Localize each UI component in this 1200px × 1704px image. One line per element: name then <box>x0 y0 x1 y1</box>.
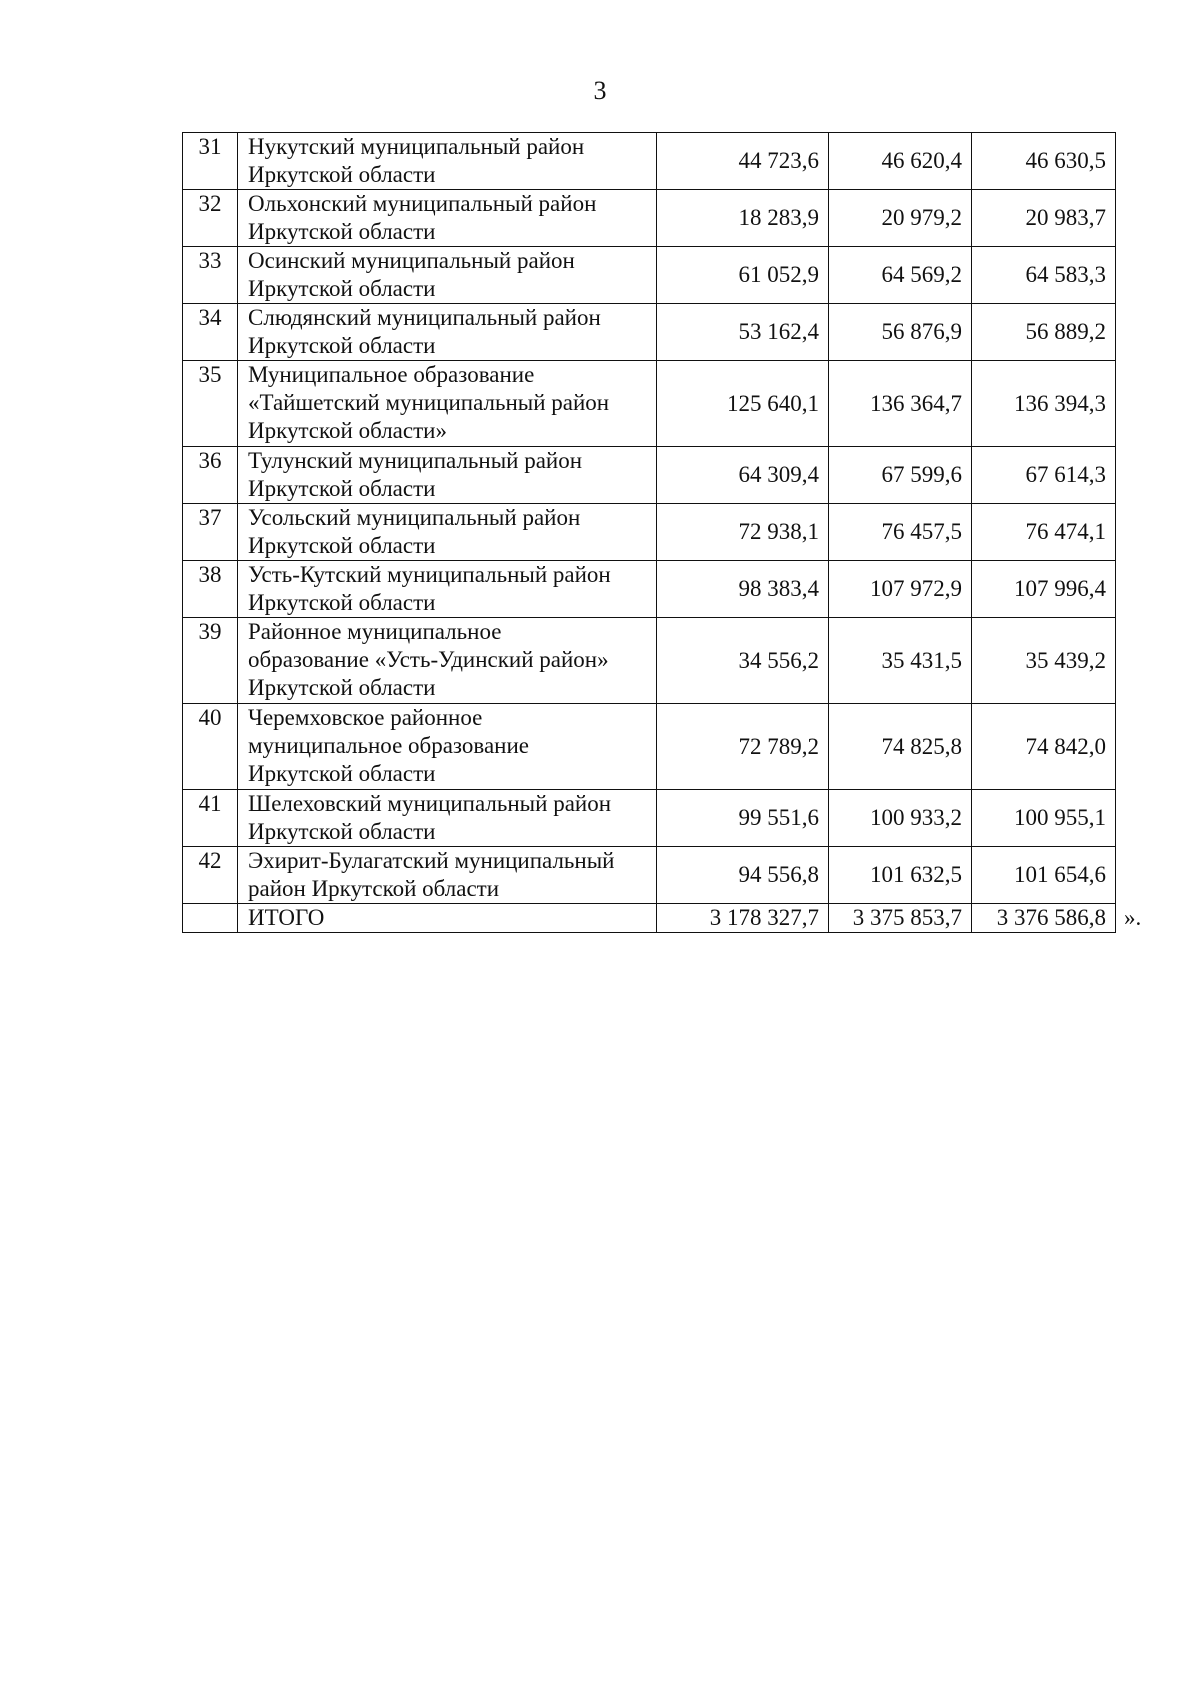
municipality-name-line: Нукутский муниципальный район <box>248 134 585 159</box>
municipality-name-line: Иркутской области <box>248 819 436 844</box>
municipality-name <box>238 504 657 561</box>
municipality-name-line: Шелеховский муниципальный район <box>248 791 612 816</box>
municipality-name-line: Иркутской области <box>248 162 436 187</box>
municipality-name <box>238 790 657 847</box>
value-3: 46 630,5 <box>972 133 1116 190</box>
municipality-name-line: Черемховское районное <box>248 705 483 730</box>
municipality-name <box>238 561 657 618</box>
row-number: 32 <box>183 190 238 247</box>
municipality-name <box>238 618 657 704</box>
value-1: 53 162,4 <box>657 304 829 361</box>
value-2: 107 972,9 <box>829 561 972 618</box>
municipality-name <box>238 361 657 447</box>
table-row <box>183 618 1116 704</box>
value-3: 100 955,1 <box>972 790 1116 847</box>
municipality-name-line: Иркутской области <box>248 590 436 615</box>
value-1: 72 938,1 <box>657 504 829 561</box>
table-row <box>183 504 1116 561</box>
municipality-name <box>238 704 657 790</box>
municipality-name-line: муниципальное образование <box>248 733 529 758</box>
municipality-name-line: Иркутской области <box>248 476 436 501</box>
municipality-name-line: Иркутской области <box>248 761 436 786</box>
value-1: 61 052,9 <box>657 247 829 304</box>
table-row <box>183 247 1116 304</box>
row-number: 33 <box>183 247 238 304</box>
municipality-name <box>238 190 657 247</box>
row-number: 40 <box>183 704 238 790</box>
page-number: 3 <box>593 76 607 105</box>
municipality-name-line: Иркутской области <box>248 675 436 700</box>
value-2: 100 933,2 <box>829 790 972 847</box>
table-body <box>183 133 1116 933</box>
total-num-cell <box>183 904 238 933</box>
municipality-name-line: «Тайшетский муниципальный район <box>248 390 610 415</box>
total-value-2: 3 375 853,7 <box>829 904 972 933</box>
value-1: 72 789,2 <box>657 704 829 790</box>
value-2: 20 979,2 <box>829 190 972 247</box>
table-row <box>183 447 1116 504</box>
municipality-name-line: Районное муниципальное <box>248 619 502 644</box>
table-row <box>183 704 1116 790</box>
value-3: 35 439,2 <box>972 618 1116 704</box>
value-1: 99 551,6 <box>657 790 829 847</box>
total-value-1: 3 178 327,7 <box>657 904 829 933</box>
row-number: 31 <box>183 133 238 190</box>
value-2: 74 825,8 <box>829 704 972 790</box>
value-2: 67 599,6 <box>829 447 972 504</box>
table-row <box>183 304 1116 361</box>
table-row <box>183 790 1116 847</box>
municipality-name-line: Тулунский муниципальный район <box>248 448 583 473</box>
row-number: 39 <box>183 618 238 704</box>
municipality-name-line: Эхирит-Булагатский муниципальный <box>248 848 615 873</box>
municipality-name-line: Усольский муниципальный район <box>248 505 581 530</box>
value-3: 107 996,4 <box>972 561 1116 618</box>
municipality-name-line: Осинский муниципальный район <box>248 248 575 273</box>
value-2: 64 569,2 <box>829 247 972 304</box>
value-2: 76 457,5 <box>829 504 972 561</box>
municipality-name <box>238 847 657 904</box>
row-number: 37 <box>183 504 238 561</box>
row-number: 35 <box>183 361 238 447</box>
municipality-name <box>238 133 657 190</box>
municipality-name-line: Ольхонский муниципальный район <box>248 191 597 216</box>
municipality-name <box>238 447 657 504</box>
value-2: 46 620,4 <box>829 133 972 190</box>
row-number: 38 <box>183 561 238 618</box>
municipality-name-line: Муниципальное образование <box>248 362 535 387</box>
value-1: 44 723,6 <box>657 133 829 190</box>
municipality-name-line: Иркутской области» <box>248 418 447 443</box>
budget-table <box>182 132 1116 933</box>
row-number: 34 <box>183 304 238 361</box>
municipality-name-line: Слюдянский муниципальный район <box>248 305 601 330</box>
municipality-name-line: Иркутской области <box>248 333 436 358</box>
value-3: 56 889,2 <box>972 304 1116 361</box>
municipality-name-line: Иркутской области <box>248 219 436 244</box>
value-2: 56 876,9 <box>829 304 972 361</box>
municipality-name <box>238 247 657 304</box>
row-number: 41 <box>183 790 238 847</box>
row-number: 36 <box>183 447 238 504</box>
municipality-name-line: Иркутской области <box>248 533 436 558</box>
value-1: 64 309,4 <box>657 447 829 504</box>
table-row <box>183 361 1116 447</box>
value-3: 101 654,6 <box>972 847 1116 904</box>
municipality-name-line: образование «Усть-Удинский район» <box>248 647 609 672</box>
municipality-name-line: район Иркутской области <box>248 876 500 901</box>
table-row <box>183 561 1116 618</box>
municipality-name-line: Иркутской области <box>248 276 436 301</box>
value-1: 125 640,1 <box>657 361 829 447</box>
row-number: 42 <box>183 847 238 904</box>
value-1: 34 556,2 <box>657 618 829 704</box>
value-3: 67 614,3 <box>972 447 1116 504</box>
value-2: 136 364,7 <box>829 361 972 447</box>
value-1: 98 383,4 <box>657 561 829 618</box>
value-3: 20 983,7 <box>972 190 1116 247</box>
value-2: 101 632,5 <box>829 847 972 904</box>
value-1: 94 556,8 <box>657 847 829 904</box>
table-row <box>183 133 1116 190</box>
municipality-name <box>238 304 657 361</box>
value-3: 136 394,3 <box>972 361 1116 447</box>
value-3: 76 474,1 <box>972 504 1116 561</box>
total-label: ИТОГО <box>238 904 657 933</box>
value-1: 18 283,9 <box>657 190 829 247</box>
value-3: 74 842,0 <box>972 704 1116 790</box>
table-row <box>183 847 1116 904</box>
total-value-3: 3 376 586,8 <box>972 904 1116 933</box>
value-3: 64 583,3 <box>972 247 1116 304</box>
value-2: 35 431,5 <box>829 618 972 704</box>
municipality-name-line: Усть-Кутский муниципальный район <box>248 562 611 587</box>
closing-quote-mark: ». <box>1124 905 1142 930</box>
table-row <box>183 190 1116 247</box>
total-row <box>183 904 1116 933</box>
